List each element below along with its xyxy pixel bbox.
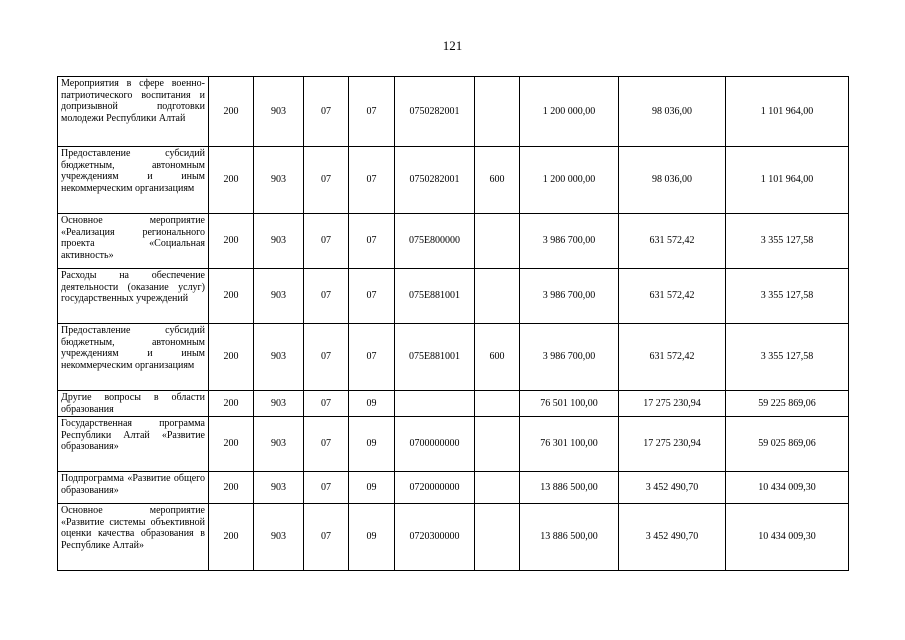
- cell-type: [475, 77, 520, 147]
- cell-actual: 17 275 230,94: [619, 417, 726, 472]
- cell-description: Предоставление субсидий бюджетным, автономным учреждениям и иным некоммерческим организациям: [58, 147, 209, 214]
- cell-section: 07: [304, 324, 349, 391]
- cell-remainder: 10 434 009,30: [726, 504, 849, 571]
- cell-remainder: 1 101 964,00: [726, 77, 849, 147]
- cell-admin: 200: [209, 269, 254, 324]
- budget-table: [57, 76, 849, 571]
- cell-type: [475, 417, 520, 472]
- cell-type: [475, 391, 520, 417]
- cell-target: 0720300000: [395, 504, 475, 571]
- cell-section: 07: [304, 147, 349, 214]
- cell-remainder: 59 025 869,06: [726, 417, 849, 472]
- table-row: [58, 269, 849, 324]
- cell-remainder: 59 225 869,06: [726, 391, 849, 417]
- cell-remainder: 3 355 127,58: [726, 324, 849, 391]
- cell-plan: 76 501 100,00: [520, 391, 619, 417]
- cell-actual: 17 275 230,94: [619, 391, 726, 417]
- cell-target: 075E881001: [395, 324, 475, 391]
- cell-remainder: 3 355 127,58: [726, 269, 849, 324]
- cell-description: Расходы на обеспечение деятельности (оказание услуг) государственных учреждений: [58, 269, 209, 324]
- table-row: [58, 472, 849, 504]
- table-row: [58, 77, 849, 147]
- cell-ministry: 903: [254, 324, 304, 391]
- cell-ministry: 903: [254, 147, 304, 214]
- cell-plan: 3 986 700,00: [520, 269, 619, 324]
- cell-actual: 631 572,42: [619, 214, 726, 269]
- cell-actual: 3 452 490,70: [619, 472, 726, 504]
- table-row: [58, 147, 849, 214]
- cell-target: 0750282001: [395, 147, 475, 214]
- cell-plan: 1 200 000,00: [520, 147, 619, 214]
- cell-admin: 200: [209, 324, 254, 391]
- cell-section: 07: [304, 417, 349, 472]
- cell-subsection: 09: [349, 391, 395, 417]
- cell-subsection: 09: [349, 504, 395, 571]
- cell-ministry: 903: [254, 77, 304, 147]
- cell-admin: 200: [209, 417, 254, 472]
- cell-subsection: 09: [349, 472, 395, 504]
- cell-description: Основное мероприятие «Реализация регионального проекта «Социальная активность»: [58, 214, 209, 269]
- cell-description: Основное мероприятие «Развитие системы объективной оценки качества образования в Республике Алтай»: [58, 504, 209, 571]
- cell-ministry: 903: [254, 391, 304, 417]
- cell-description: Мероприятия в сфере военно-патриотического воспитания и допризывной подготовки молодежи Республики Алтай: [58, 77, 209, 147]
- cell-ministry: 903: [254, 417, 304, 472]
- cell-plan: 76 301 100,00: [520, 417, 619, 472]
- cell-target: 075E881001: [395, 269, 475, 324]
- table-row: [58, 214, 849, 269]
- cell-actual: 3 452 490,70: [619, 504, 726, 571]
- cell-target: 0720000000: [395, 472, 475, 504]
- cell-type: 600: [475, 147, 520, 214]
- cell-plan: 13 886 500,00: [520, 504, 619, 571]
- cell-description: Предоставление субсидий бюджетным, автономным учреждениям и иным некоммерческим организациям: [58, 324, 209, 391]
- cell-ministry: 903: [254, 504, 304, 571]
- cell-section: 07: [304, 269, 349, 324]
- cell-actual: 98 036,00: [619, 147, 726, 214]
- cell-actual: 631 572,42: [619, 324, 726, 391]
- cell-admin: 200: [209, 214, 254, 269]
- cell-plan: 3 986 700,00: [520, 214, 619, 269]
- cell-subsection: 09: [349, 417, 395, 472]
- cell-subsection: 07: [349, 324, 395, 391]
- cell-target: 075E800000: [395, 214, 475, 269]
- cell-section: 07: [304, 77, 349, 147]
- cell-ministry: 903: [254, 472, 304, 504]
- cell-section: 07: [304, 391, 349, 417]
- cell-type: [475, 504, 520, 571]
- cell-description: Другие вопросы в области образования: [58, 391, 209, 417]
- cell-admin: 200: [209, 472, 254, 504]
- cell-admin: 200: [209, 504, 254, 571]
- cell-remainder: 1 101 964,00: [726, 147, 849, 214]
- cell-type: [475, 269, 520, 324]
- cell-subsection: 07: [349, 214, 395, 269]
- cell-admin: 200: [209, 147, 254, 214]
- cell-subsection: 07: [349, 147, 395, 214]
- page-number: 121: [442, 38, 463, 53]
- cell-description: Подпрограмма «Развитие общего образования»: [58, 472, 209, 504]
- cell-section: 07: [304, 214, 349, 269]
- cell-actual: 98 036,00: [619, 77, 726, 147]
- cell-subsection: 07: [349, 269, 395, 324]
- cell-plan: 3 986 700,00: [520, 324, 619, 391]
- cell-target: [395, 391, 475, 417]
- cell-target: 0750282001: [395, 77, 475, 147]
- cell-plan: 1 200 000,00: [520, 77, 619, 147]
- cell-ministry: 903: [254, 269, 304, 324]
- table-row: [58, 504, 849, 571]
- cell-remainder: 10 434 009,30: [726, 472, 849, 504]
- cell-remainder: 3 355 127,58: [726, 214, 849, 269]
- cell-description: Государственная программа Республики Алтай «Развитие образования»: [58, 417, 209, 472]
- table-row: [58, 417, 849, 472]
- cell-section: 07: [304, 504, 349, 571]
- cell-type: [475, 214, 520, 269]
- cell-admin: 200: [209, 77, 254, 147]
- cell-type: [475, 472, 520, 504]
- cell-admin: 200: [209, 391, 254, 417]
- cell-subsection: 07: [349, 77, 395, 147]
- cell-actual: 631 572,42: [619, 269, 726, 324]
- cell-target: 0700000000: [395, 417, 475, 472]
- cell-section: 07: [304, 472, 349, 504]
- table-row: [58, 324, 849, 391]
- table-row: [58, 391, 849, 417]
- cell-plan: 13 886 500,00: [520, 472, 619, 504]
- cell-type: 600: [475, 324, 520, 391]
- cell-ministry: 903: [254, 214, 304, 269]
